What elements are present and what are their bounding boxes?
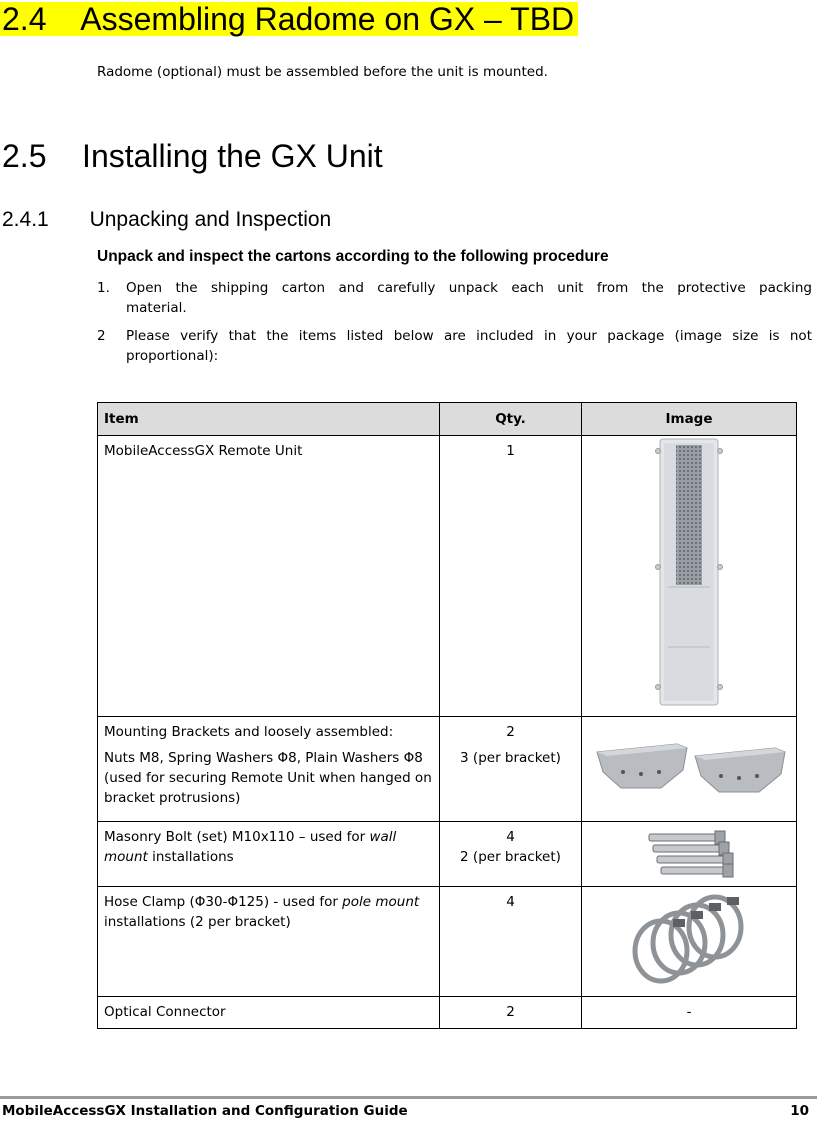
hose-clamps-image	[582, 887, 797, 997]
step-text-line1: Open the shipping carton and carefully unpack each unit from the protective packing	[126, 280, 812, 296]
qty-line: 2	[506, 724, 515, 740]
table-row	[98, 822, 797, 887]
qty-cell	[440, 717, 582, 822]
remote-unit-illustration	[654, 437, 724, 709]
item-cell: Optical Connector	[98, 997, 440, 1029]
table-row	[98, 717, 797, 822]
item-cell: MobileAccessGX Remote Unit	[98, 436, 440, 717]
section-number: 2.4	[2, 1, 47, 37]
package-contents-table	[97, 402, 797, 1029]
item-cell	[98, 717, 440, 822]
item-text: installations (2 per bracket)	[104, 914, 291, 930]
step-number: 2	[97, 328, 106, 344]
item-line: Mounting Brackets and loosely assembled:	[104, 724, 394, 740]
item-emphasis: wall mount	[104, 829, 397, 865]
table-row	[98, 997, 797, 1029]
step-number: 1.	[97, 280, 110, 296]
footer-divider	[0, 1096, 817, 1099]
qty-cell: 1	[440, 436, 582, 717]
item-text: Hose Clamp (Φ30-Φ125) - used for	[104, 894, 343, 910]
section-title: Installing the GX Unit	[82, 138, 383, 174]
item-text: installations	[147, 849, 234, 865]
qty-cell: 4	[440, 887, 582, 997]
image-cell: -	[582, 997, 797, 1029]
step-text-line1: Please verify that the items listed below are included in your package (image size is not	[126, 328, 812, 344]
header-image: Image	[582, 403, 797, 436]
hose-clamps-illustration	[627, 893, 751, 985]
brackets-image	[582, 717, 797, 822]
masonry-bolts-image	[582, 822, 797, 887]
page-number: 10	[790, 1103, 809, 1119]
qty-cell	[440, 822, 582, 887]
header-item: Item	[98, 403, 440, 436]
section-2-4-1-heading	[2, 207, 331, 233]
qty-line: 3 (per bracket)	[460, 750, 561, 766]
section-2-5-heading	[2, 136, 383, 176]
section-title: Unpacking and Inspection	[89, 208, 332, 231]
table-header-row	[98, 403, 797, 436]
step-2	[97, 326, 812, 366]
step-text-line2: material.	[126, 300, 187, 316]
section-number: 2.5	[2, 138, 47, 174]
table-row	[98, 436, 797, 717]
section-number: 2.4.1	[2, 208, 49, 231]
item-cell	[98, 822, 440, 887]
table-row	[98, 887, 797, 997]
qty-line: 2 (per bracket)	[460, 849, 561, 865]
step-1	[97, 278, 812, 318]
item-line: Nuts M8, Spring Washers Φ8, Plain Washers Φ8 (used for securing Remote Unit when hanged on bracket protrusions)	[104, 750, 432, 806]
qty-cell: 2	[440, 997, 582, 1029]
section-2-4-heading	[0, 2, 578, 36]
brackets-illustration	[591, 738, 787, 794]
section-title: Assembling Radome on GX – TBD	[80, 1, 575, 37]
item-emphasis: pole mount	[342, 894, 420, 910]
qty-line: 4	[506, 829, 515, 845]
footer-title: MobileAccessGX Installation and Configuration Guide	[2, 1103, 408, 1119]
step-text-line2: proportional):	[126, 348, 219, 364]
header-qty: Qty.	[440, 403, 582, 436]
procedure-title: Unpack and inspect the cartons according to the following procedure	[97, 248, 609, 265]
item-text: Masonry Bolt (set) M10x110 – used for	[104, 829, 370, 845]
remote-unit-image	[582, 436, 797, 717]
item-cell	[98, 887, 440, 997]
bolts-illustration	[641, 822, 737, 880]
intro-paragraph: Radome (optional) must be assembled before the unit is mounted.	[97, 64, 548, 80]
